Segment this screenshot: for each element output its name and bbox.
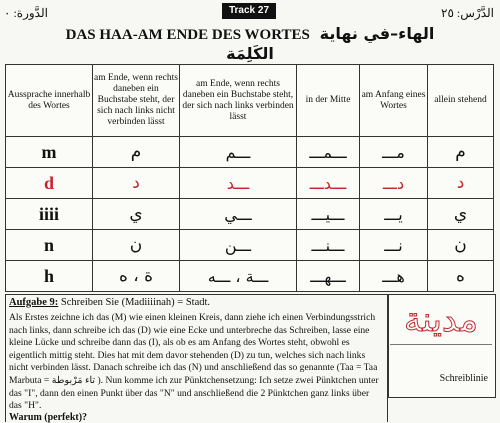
header-beginning: am Anfang eines Wortes [360,65,428,137]
header-middle: in der Mitte [297,65,360,137]
table-row [6,137,494,168]
table-header-row [6,65,494,137]
form-cell: ه [428,261,494,292]
form-cell: ن [93,230,180,261]
task-paragraph: Als Erstes zeichne ich das (M) wie einen kleinen Kreis, dann ziehe ich einen Verbindungsstrich nach links, dann schreibe ich das (D) wie eine Ecke und unterbreche das Schreiben, lasse eine kleine Lücke und schreibe dann das (I), als ob es am Anfang des Wortes steht, obwohl es eigentlich mittig steht. Dies hat mit dem davor stehenden (D) zu tun, welches sich nach links nicht verbinden lässt. Danach schreibe ich das (N) und anschließend das so genannte (Taa = Taa Marbuta = تاء مَرْبوطة ). Nun komme ich zur Pünktchensetzung: Ich setze zwei Pünktchen unter das "I", dann den einen Punkt über das "N" und anschließend die 2 Pünktchen ganz links über das "H". [9,312,379,412]
form-cell: ـــدـــ [297,168,360,199]
form-cell: دـــ [360,168,428,199]
writing-line [390,344,492,345]
table-row [6,230,494,261]
title-arabic: الهاء–في نهاية الكَلِمَة [226,24,435,63]
form-cell: ة ، ه [93,261,180,292]
letter-forms-table [5,64,494,292]
latin-cell: m [6,137,93,168]
table-row [6,168,494,199]
task-cutoff-text: Warum (perfekt)? [9,412,88,423]
form-cell: ـــنـــ [297,230,360,261]
form-cell: مـــ [360,137,428,168]
form-cell: د [428,168,494,199]
form-cell: م [93,137,180,168]
form-cell: ـــمـــ [297,137,360,168]
latin-cell: n [6,230,93,261]
table-row [6,261,494,292]
form-cell: ي [93,199,180,230]
task-label: Aufgabe 9: [9,297,59,308]
latin-cell: iiii [6,199,93,230]
form-cell: نـــ [360,230,428,261]
course-number: الدَّورة: ٠ [4,6,48,20]
header-end-connecting: am Ende, wenn rechts daneben ein Buchstabe steht, der sich nach links verbinden lässt [180,65,297,137]
form-cell: د [93,168,180,199]
track-badge: Track 27 [222,3,276,19]
example-word: مدينة [403,300,478,340]
page-title [60,24,440,64]
lesson-number: الدَّرْس: ٢٥ [441,6,494,20]
title-german: DAS HAA-AM ENDE DES WORTES [65,27,310,43]
header-alone: allein stehend [428,65,494,137]
form-cell: يـــ [360,199,428,230]
form-cell: ـــيـــ [297,199,360,230]
form-cell: م [428,137,494,168]
form-cell: ـــن [180,230,297,261]
form-cell: ـــي [180,199,297,230]
form-cell: ي [428,199,494,230]
latin-cell: h [6,261,93,292]
form-cell: ـــة ، ـــه [180,261,297,292]
form-cell: ـــد [180,168,297,199]
form-cell: ـــم [180,137,297,168]
task-heading [9,297,210,308]
header-pronunciation: Aussprache innerhalb des Wortes [6,65,93,137]
task-instruction: Schreiben Sie (Madiiiinah) = Stadt. [58,297,211,308]
latin-cell: d [6,168,93,199]
table-row [6,199,494,230]
writing-line-label: Schreiblinie [439,373,488,384]
header-end-non-connecting: am Ende, wenn rechts daneben ein Buchstabe steht, der sich nach links nicht verbinden lässt [93,65,180,137]
form-cell: هـــ [360,261,428,292]
form-cell: ـــهـــ [297,261,360,292]
form-cell: ن [428,230,494,261]
